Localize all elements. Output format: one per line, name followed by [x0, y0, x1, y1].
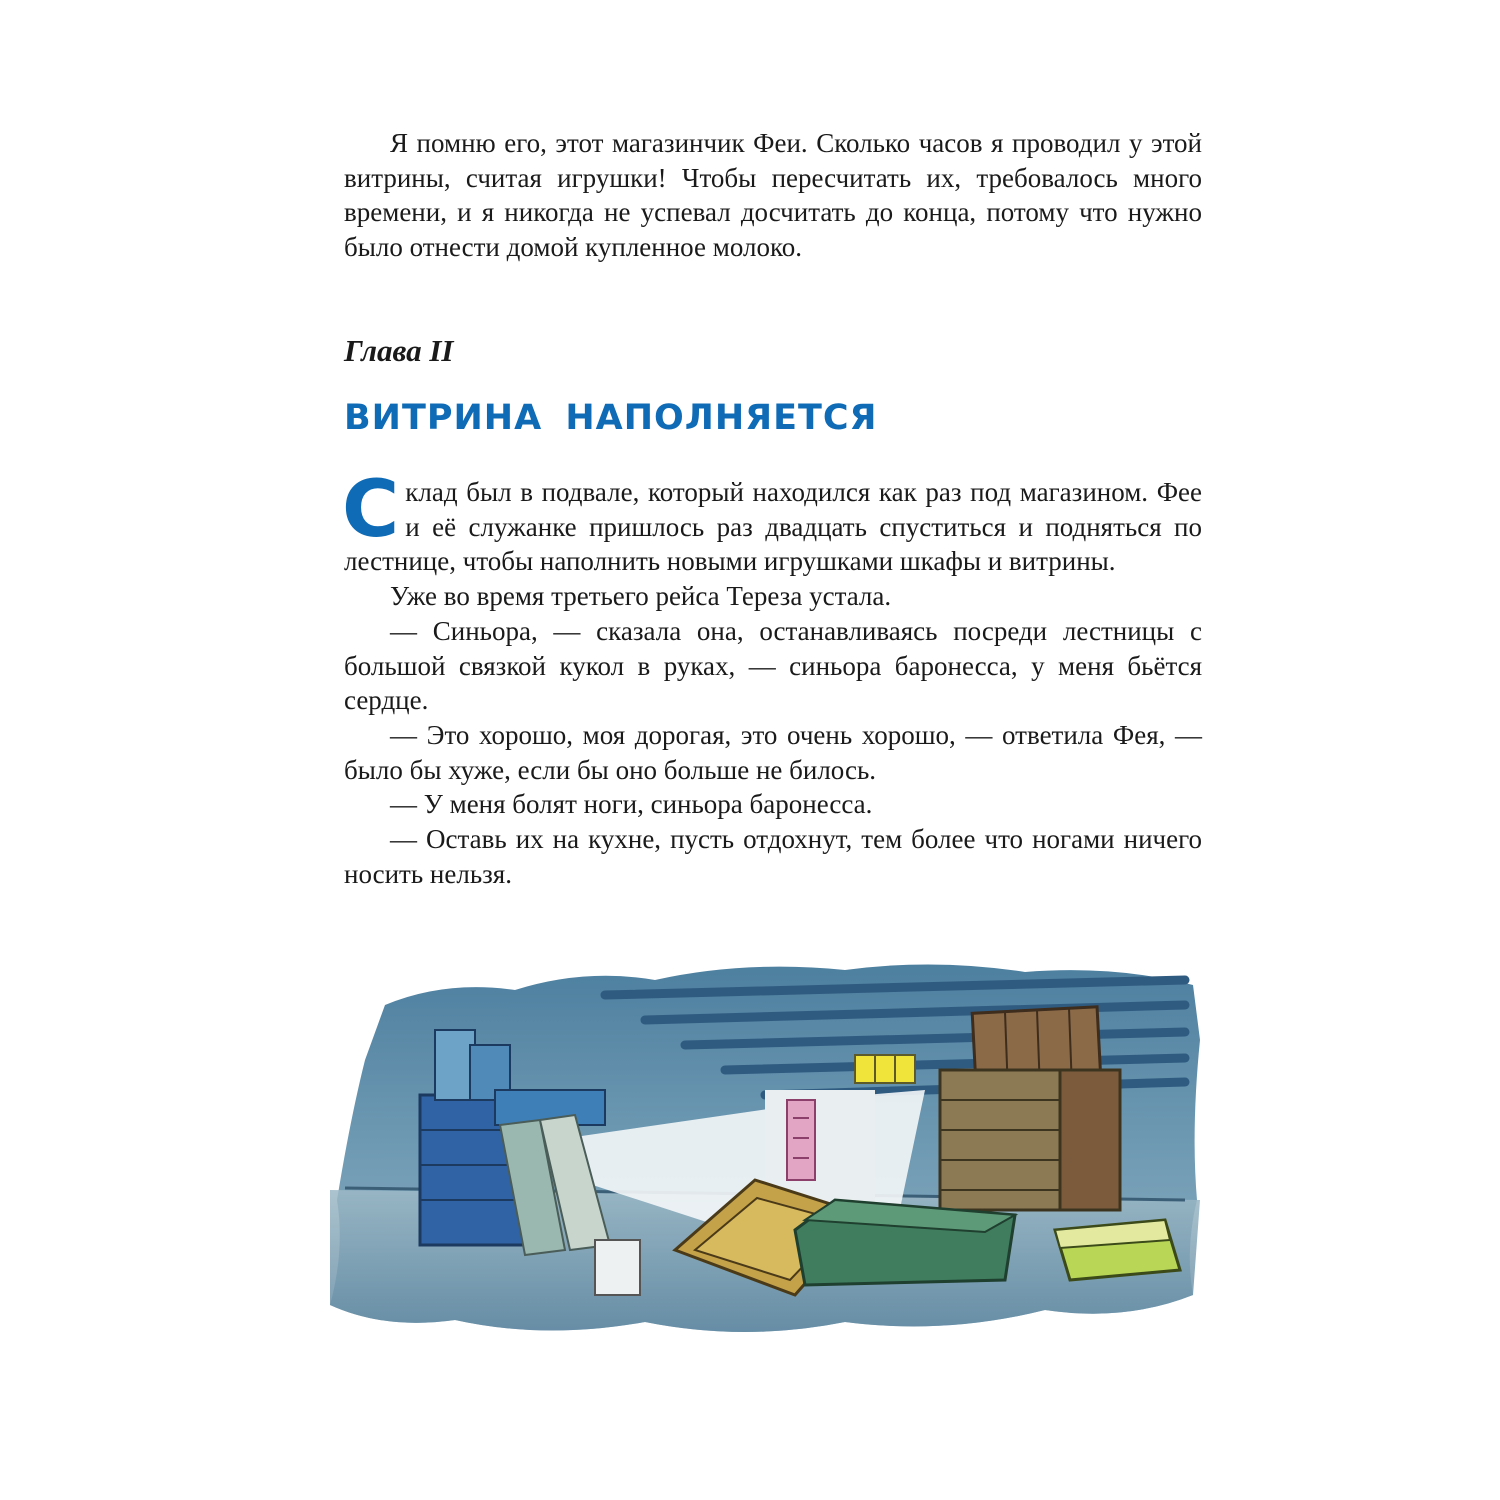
chapter-body — [342, 465, 1202, 891]
paragraph: — Это хорошо, моя дорогая, это очень хорошо, — ответила Фея, — было бы хуже, если бы оно больше не билось. — [344, 719, 1202, 785]
drop-cap: С — [342, 465, 400, 555]
first-paragraph — [342, 465, 1202, 579]
paragraph: — Синьора, — сказала она, останавливаясь посреди лестницы с большой связкой кукол в руках, — синьора баронесса, у меня бьётся сердце. — [344, 615, 1202, 716]
chapter-label: Глава II — [344, 333, 454, 368]
chapter-title: ВИТРИНА НАПОЛНЯЕТСЯ — [344, 398, 878, 438]
basement-storeroom-illustration — [325, 950, 1205, 1350]
pink-door — [787, 1100, 815, 1180]
white-box — [595, 1240, 640, 1295]
intro-paragraph: Я помню его, этот магазинчик Феи. Сколько часов я проводил у этой витрины, считая игрушки! Чтобы пересчитать их, требовалось много времени, и я никогда не успевал досчитать до конца, потому что нужно было отнести домой купленное молоко. — [344, 128, 1202, 263]
lit-window — [855, 1055, 915, 1083]
paragraph: Уже во время третьего рейса Тереза устала. — [390, 581, 892, 612]
first-paragraph-text: клад был в подвале, который находился как раз под магазином. Фее и её служанке пришлось раз двадцать спуститься и подняться по лестнице, чтобы наполнить новыми игрушками шкафы и витрины. — [344, 477, 1202, 577]
paragraph: — Оставь их на кухне, пусть отдохнут, тем более что ногами ничего носить нельзя. — [344, 824, 1202, 889]
paragraph: — У меня болят ноги, синьора баронесса. — [390, 789, 873, 820]
intro-text — [344, 126, 1202, 265]
